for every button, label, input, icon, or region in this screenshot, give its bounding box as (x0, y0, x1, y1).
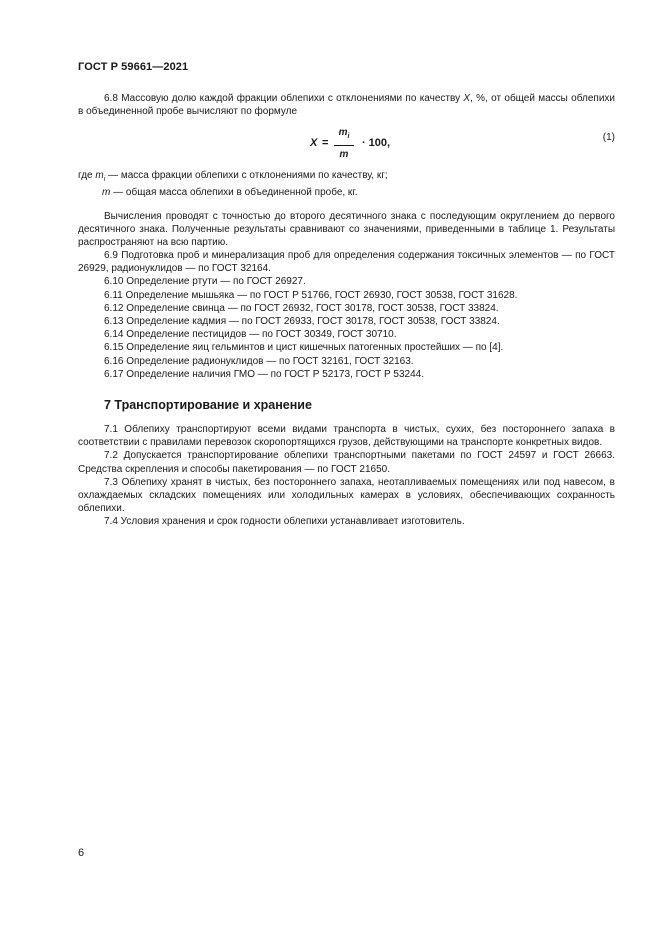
para-7-1: 7.1 Облепиху транспортируют всеми видами транспорта в чистых, сухих, без постороннего запаха в соответствии с правилами перевозок скоропортящихся грузов, действующими на транспорте конкретных видов. (78, 424, 615, 449)
fraction-bar (334, 145, 354, 146)
items-6-9-to-6-17 (78, 249, 615, 381)
formula-numerator: $m_i$ (338, 127, 350, 140)
equation-number: (1) (602, 132, 615, 143)
para-7-3: 7.3 Облепиху хранят в чистых, без постороннего запаха, неотапливаемых помещениях или под навесом, в охлаждаемых складских помещениях или холодильных камерах в условиях, обеспечивающих сохранность облепихи. (78, 476, 615, 515)
para-7-4: 7.4 Условия хранения и срок годности облепихи устанавливает изготовитель. (104, 516, 465, 528)
formula-equals: = (322, 137, 329, 149)
formula-fraction (334, 127, 354, 161)
formula-legend (78, 169, 615, 199)
item-6-14: 6.14 Определение пестицидов — по ГОСТ 30349, ГОСТ 30710. (104, 329, 397, 341)
page-number: 6 (78, 847, 85, 859)
legend-m: m — общая масса облепихи в объединенной пробе, кг. (102, 187, 358, 199)
section-7-body (78, 423, 615, 529)
item-6-15: 6.15 Определение яиц гельминтов и цист кишечных патогенных простейших — по [4]. (104, 342, 504, 354)
p68-var-x: X (463, 93, 471, 104)
paragraph-6-8 (78, 92, 615, 118)
item-6-16: 6.16 Определение радионуклидов — по ГОСТ 32161, ГОСТ 32163. (104, 355, 414, 367)
item-6-13: 6.13 Определение кадмия — по ГОСТ 26933, ГОСТ 30178, ГОСТ 30538, ГОСТ 33824. (104, 316, 500, 328)
formula-factor: · 100, (362, 137, 391, 149)
p68-intro-b: , %, от общей массы облепихи в объединенной пробе вычисляют по формуле (78, 93, 615, 118)
formula-lhs: X (310, 137, 318, 149)
item-6-9: 6.9 Подготовка проб и минерализация проб для определения содержания токсичных элементов — по ГОСТ 26929, радионуклидов — по ГОСТ 32164. (78, 250, 615, 275)
document-header: ГОСТ Р 59661—2021 (78, 61, 189, 73)
formula-denominator: m (339, 149, 349, 160)
para-7-2: 7.2 Допускается транспортирование облепихи транспортными пакетами по ГОСТ 24597 и ГОСТ 26663. Средства скрепления и способы пакетирования — по ГОСТ 21650. (78, 450, 615, 475)
item-6-12: 6.12 Определение свинца — по ГОСТ 26932, ГОСТ 30178, ГОСТ 30538, ГОСТ 33824. (104, 302, 499, 314)
calc-text: Вычисления проводят с точностью до второго десятичного знака с последующим округлением до первого десятичного знака. Полученные результаты сравнивают со значениями, приведенными в таблице 1. Результаты распространяют на всю партию. (78, 211, 615, 249)
formula-1 (78, 127, 615, 163)
calc-paragraph (78, 210, 615, 250)
section-7-title: 7 Транспортирование и хранение (104, 398, 312, 412)
legend-m-i: где $m_i$ — масса фракции облепихи с отклонениями по качеству, кг; (78, 170, 388, 183)
item-6-17: 6.17 Определение наличия ГМО — по ГОСТ Р 52173, ГОСТ Р 53244. (104, 368, 425, 380)
item-6-10: 6.10 Определение ртути — по ГОСТ 26927. (104, 276, 306, 288)
item-6-11: 6.11 Определение мышьяка — по ГОСТ Р 51766, ГОСТ 26930, ГОСТ 30538, ГОСТ 31628. (104, 289, 518, 301)
p68-intro-a: 6.8 Массовую долю каждой фракции облепихи с отклонениями по качеству (104, 93, 464, 104)
